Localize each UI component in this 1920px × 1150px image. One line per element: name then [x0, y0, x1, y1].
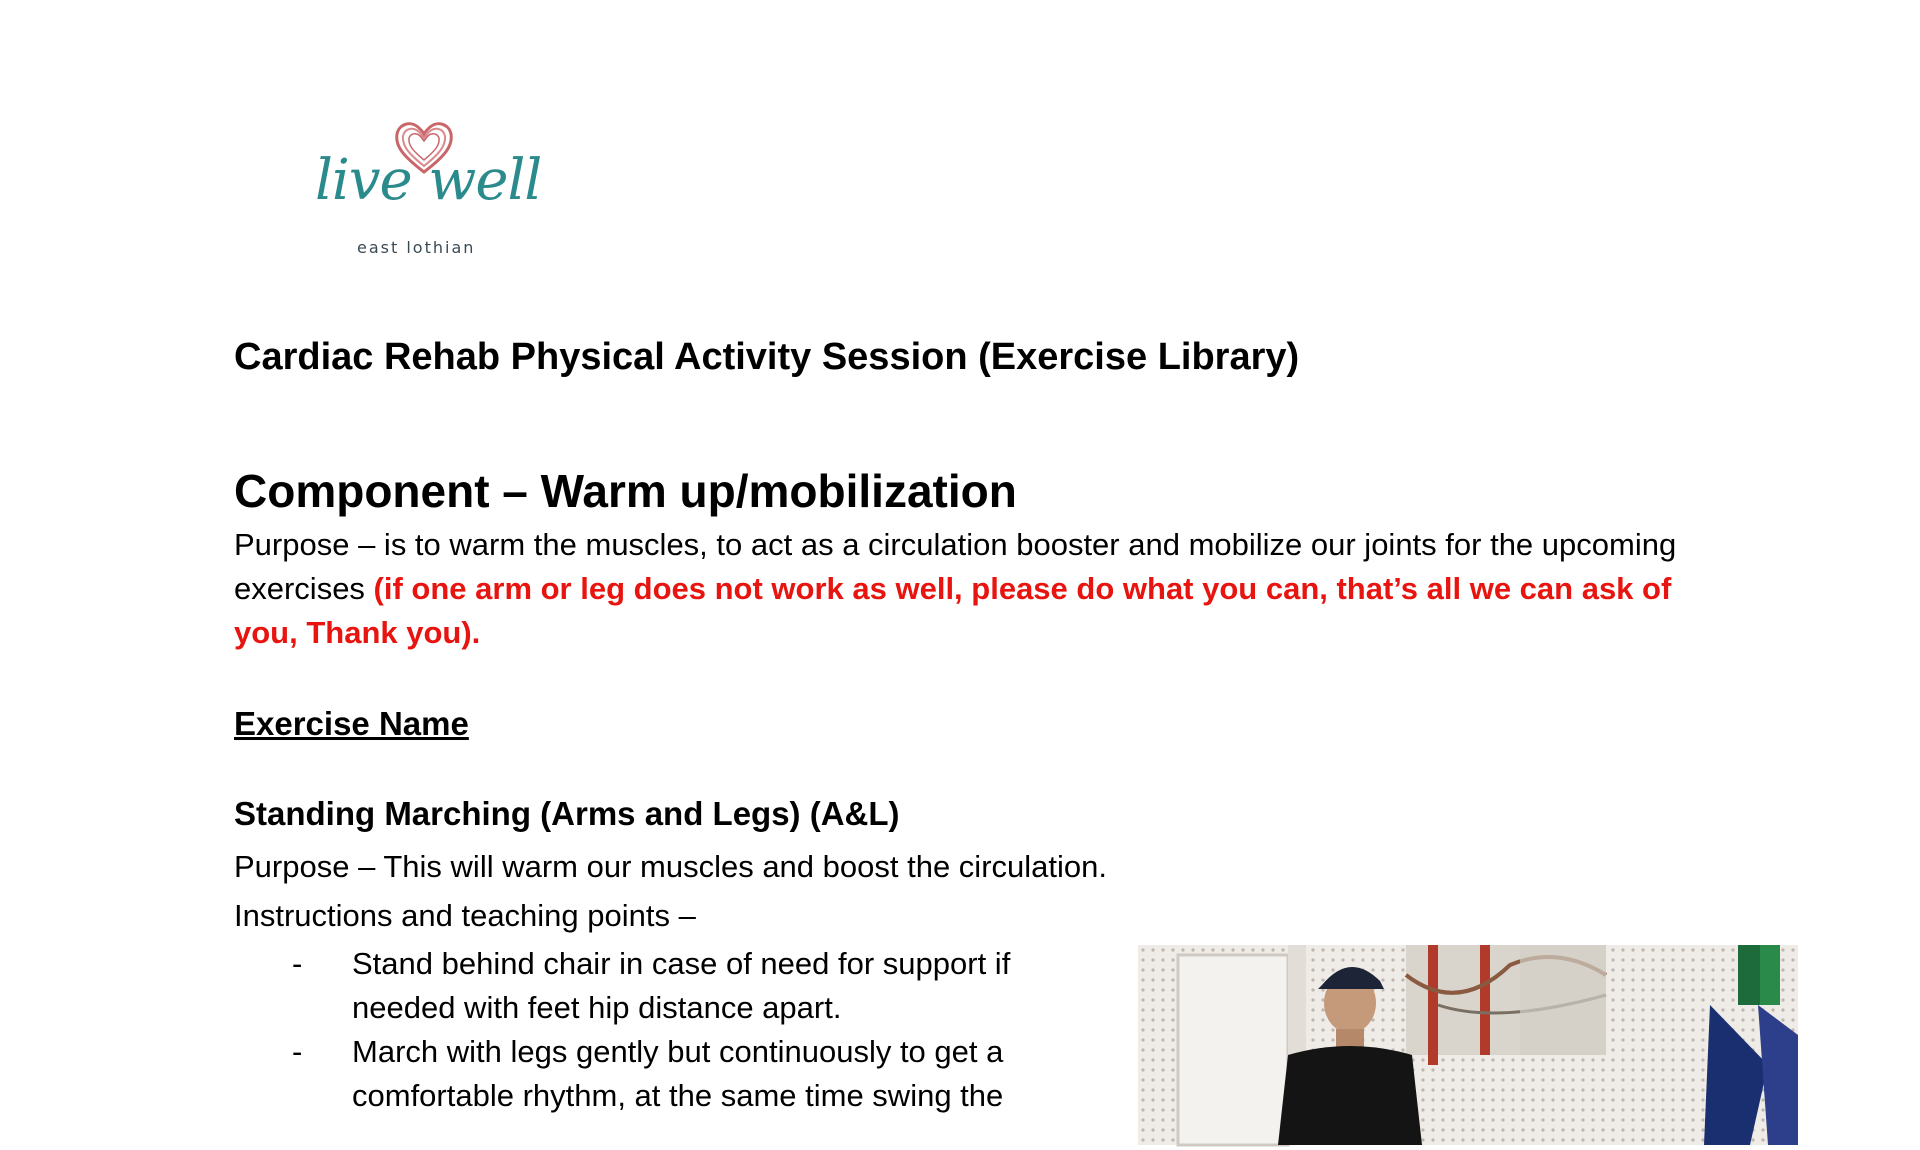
purpose-note: (if one arm or leg does not work as well, please do what you can, that’s all we can ask of you, Thank you).: [234, 571, 1672, 650]
list-item: [234, 942, 1064, 1030]
exercise-photo-illustration: [1138, 945, 1798, 1145]
purpose-text: Purpose – is to warm the muscles, to act as a circulation booster and mobilize our joints for the upcoming exercises: [234, 527, 1677, 606]
document-title: Cardiac Rehab Physical Activity Session (Exercise Library): [234, 336, 1300, 378]
exercise-title: Standing Marching (Arms and Legs) (A&L): [234, 795, 900, 832]
component-heading: Component – Warm up/mobilization: [234, 465, 1017, 517]
exercise-purpose: Purpose – This will warm our muscles and boost the circulation.: [234, 849, 1107, 884]
exercise-name-label: Exercise Name: [234, 705, 469, 742]
bullet-text: March with legs gently but continuously to get a comfortable rhythm, at the same time swing the: [352, 1034, 1004, 1113]
component-purpose: [234, 523, 1714, 655]
logo-wordmark: live well: [315, 148, 542, 213]
live-well-logo: [305, 118, 545, 268]
bullet-marker: -: [292, 1034, 303, 1069]
logo-subtitle: east lothian: [357, 238, 476, 257]
instructions-list: [234, 942, 1064, 1118]
bullet-text: Stand behind chair in case of need for support if needed with feet hip distance apart.: [352, 946, 1011, 1025]
instructions-label: Instructions and teaching points –: [234, 898, 696, 933]
exercise-photo: [1138, 945, 1798, 1145]
list-item: [234, 1030, 1064, 1118]
bullet-marker: -: [292, 946, 303, 981]
